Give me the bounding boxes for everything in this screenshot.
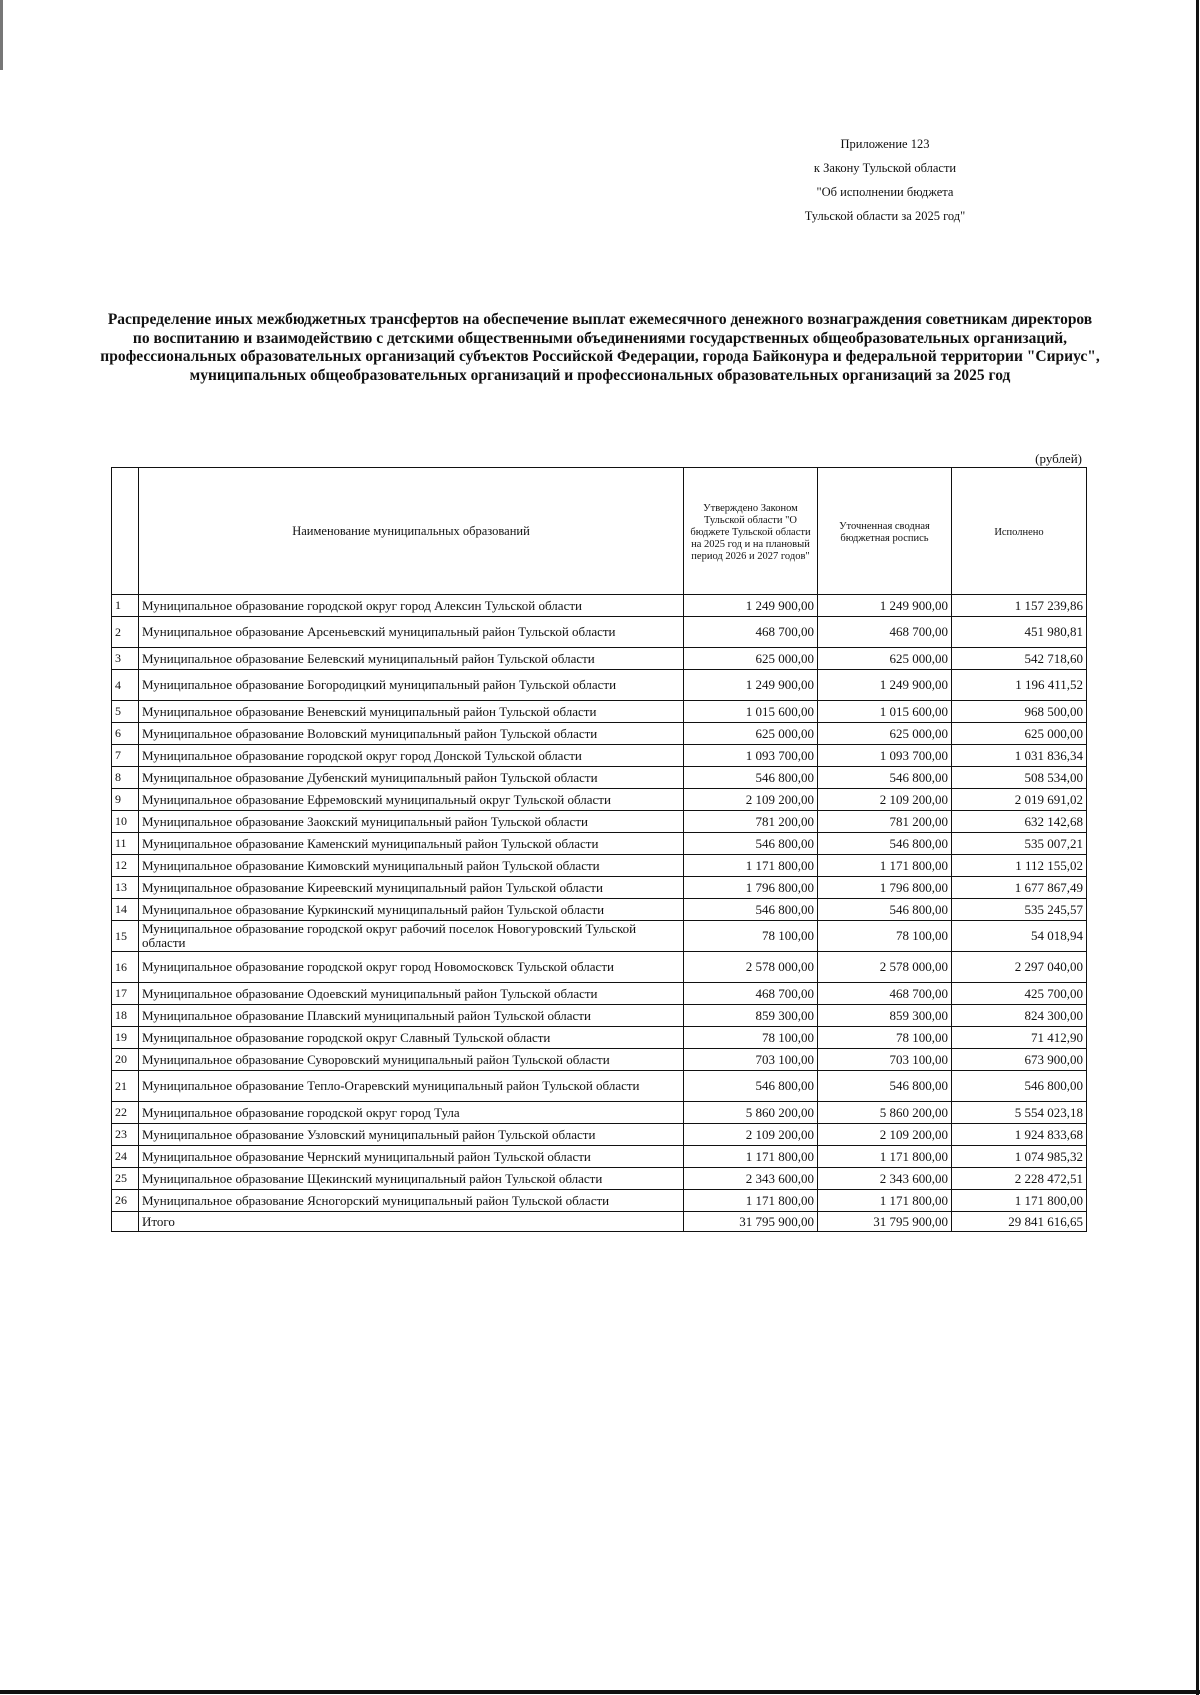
appendix-line-1: Приложение 123 [840, 137, 930, 151]
row-name: Муниципальное образование Щекинский муниципальный район Тульской области [139, 1168, 684, 1190]
row-executed: 625 000,00 [952, 723, 1087, 745]
table-row [112, 723, 1087, 745]
row-approved: 1 093 700,00 [684, 745, 818, 767]
row-name: Муниципальное образование городской округ город Новомосковск Тульской области [139, 952, 684, 983]
row-approved: 546 800,00 [684, 899, 818, 921]
table-row [112, 617, 1087, 648]
table-total-row [112, 1212, 1087, 1232]
row-revised: 2 109 200,00 [818, 1124, 952, 1146]
scan-edge-top-left [0, 0, 3, 70]
table-row [112, 1005, 1087, 1027]
row-number: 21 [112, 1071, 139, 1102]
row-name: Муниципальное образование Каменский муниципальный район Тульской области [139, 833, 684, 855]
row-number: 22 [112, 1102, 139, 1124]
row-executed: 1 112 155,02 [952, 855, 1087, 877]
appendix-block [750, 132, 1020, 228]
table-row [112, 701, 1087, 723]
row-executed: 632 142,68 [952, 811, 1087, 833]
row-revised: 2 109 200,00 [818, 789, 952, 811]
row-number: 11 [112, 833, 139, 855]
row-approved: 78 100,00 [684, 921, 818, 952]
row-number: 1 [112, 595, 139, 617]
table-row [112, 899, 1087, 921]
row-number: 4 [112, 670, 139, 701]
row-approved: 546 800,00 [684, 1071, 818, 1102]
row-name: Муниципальное образование Одоевский муниципальный район Тульской области [139, 983, 684, 1005]
row-number: 5 [112, 701, 139, 723]
row-approved: 468 700,00 [684, 983, 818, 1005]
table-row [112, 1124, 1087, 1146]
row-number: 23 [112, 1124, 139, 1146]
row-executed: 5 554 023,18 [952, 1102, 1087, 1124]
total-number [112, 1212, 139, 1232]
row-number: 9 [112, 789, 139, 811]
row-approved: 1 171 800,00 [684, 855, 818, 877]
row-name: Муниципальное образование городской округ город Алексин Тульской области [139, 595, 684, 617]
row-revised: 78 100,00 [818, 1027, 952, 1049]
row-revised: 781 200,00 [818, 811, 952, 833]
unit-label: (рублей) [1035, 451, 1082, 466]
row-number: 6 [112, 723, 139, 745]
row-number: 25 [112, 1168, 139, 1190]
table-row [112, 921, 1087, 952]
table-row [112, 1071, 1087, 1102]
table-row [112, 877, 1087, 899]
row-approved: 1 015 600,00 [684, 701, 818, 723]
row-executed: 425 700,00 [952, 983, 1087, 1005]
row-revised: 78 100,00 [818, 921, 952, 952]
row-number: 15 [112, 921, 139, 952]
row-revised: 546 800,00 [818, 1071, 952, 1102]
row-revised: 1 796 800,00 [818, 877, 952, 899]
table-row [112, 789, 1087, 811]
table-row [112, 767, 1087, 789]
table-row [112, 1190, 1087, 1212]
row-approved: 781 200,00 [684, 811, 818, 833]
table-row [112, 595, 1087, 617]
row-name: Муниципальное образование городской округ рабочий поселок Новогуровский Тульской области [139, 921, 684, 952]
appendix-line-4: Тульской области за 2025 год" [804, 209, 966, 223]
table-row [112, 648, 1087, 670]
row-revised: 703 100,00 [818, 1049, 952, 1071]
row-name: Муниципальное образование Воловский муниципальный район Тульской области [139, 723, 684, 745]
row-approved: 546 800,00 [684, 833, 818, 855]
row-executed: 1 074 985,32 [952, 1146, 1087, 1168]
total-label: Итого [139, 1212, 684, 1232]
row-approved: 5 860 200,00 [684, 1102, 818, 1124]
row-name: Муниципальное образование Дубенский муниципальный район Тульской области [139, 767, 684, 789]
scan-edge-right [1196, 0, 1199, 1695]
row-number: 20 [112, 1049, 139, 1071]
row-number: 19 [112, 1027, 139, 1049]
header-approved: Утверждено Законом Тульской области "О бюджете Тульской области на 2025 год и на плановый период 2026 и 2027 годов" [684, 468, 818, 595]
row-executed: 54 018,94 [952, 921, 1087, 952]
row-revised: 2 343 600,00 [818, 1168, 952, 1190]
row-name: Муниципальное образование Чернский муниципальный район Тульской области [139, 1146, 684, 1168]
row-revised: 5 860 200,00 [818, 1102, 952, 1124]
row-executed: 2 019 691,02 [952, 789, 1087, 811]
table-row [112, 811, 1087, 833]
row-approved: 625 000,00 [684, 648, 818, 670]
row-revised: 546 800,00 [818, 767, 952, 789]
row-approved: 859 300,00 [684, 1005, 818, 1027]
row-name: Муниципальное образование Суворовский муниципальный район Тульской области [139, 1049, 684, 1071]
row-executed: 1 031 836,34 [952, 745, 1087, 767]
row-revised: 625 000,00 [818, 648, 952, 670]
row-approved: 625 000,00 [684, 723, 818, 745]
row-executed: 824 300,00 [952, 1005, 1087, 1027]
row-revised: 1 171 800,00 [818, 1190, 952, 1212]
row-approved: 1 249 900,00 [684, 595, 818, 617]
row-name: Муниципальное образование Белевский муниципальный район Тульской области [139, 648, 684, 670]
row-executed: 546 800,00 [952, 1071, 1087, 1102]
row-name: Муниципальное образование городской округ город Донской Тульской области [139, 745, 684, 767]
row-executed: 1 924 833,68 [952, 1124, 1087, 1146]
total-approved: 31 795 900,00 [684, 1212, 818, 1232]
row-name: Муниципальное образование Тепло-Огаревский муниципальный район Тульской области [139, 1071, 684, 1102]
row-revised: 1 171 800,00 [818, 1146, 952, 1168]
table-row [112, 983, 1087, 1005]
row-executed: 535 245,57 [952, 899, 1087, 921]
row-name: Муниципальное образование Узловский муниципальный район Тульской области [139, 1124, 684, 1146]
row-revised: 1 015 600,00 [818, 701, 952, 723]
row-number: 3 [112, 648, 139, 670]
row-revised: 625 000,00 [818, 723, 952, 745]
row-revised: 859 300,00 [818, 1005, 952, 1027]
row-executed: 1 171 800,00 [952, 1190, 1087, 1212]
header-name: Наименование муниципальных образований [139, 468, 684, 595]
row-executed: 542 718,60 [952, 648, 1087, 670]
total-executed: 29 841 616,65 [952, 1212, 1087, 1232]
table-row [112, 833, 1087, 855]
row-revised: 2 578 000,00 [818, 952, 952, 983]
row-name: Муниципальное образование Заокский муниципальный район Тульской области [139, 811, 684, 833]
row-number: 14 [112, 899, 139, 921]
row-revised: 546 800,00 [818, 899, 952, 921]
row-name: Муниципальное образование Киреевский муниципальный район Тульской области [139, 877, 684, 899]
row-approved: 2 109 200,00 [684, 1124, 818, 1146]
table-row [112, 670, 1087, 701]
table-row [112, 1049, 1087, 1071]
table-row [112, 1102, 1087, 1124]
table-body [112, 595, 1087, 1212]
row-name: Муниципальное образование городской округ город Тула [139, 1102, 684, 1124]
row-executed: 1 157 239,86 [952, 595, 1087, 617]
row-executed: 1 196 411,52 [952, 670, 1087, 701]
header-revised: Уточненная сводная бюджетная роспись [818, 468, 952, 595]
row-number: 8 [112, 767, 139, 789]
row-approved: 2 343 600,00 [684, 1168, 818, 1190]
row-revised: 1 093 700,00 [818, 745, 952, 767]
row-number: 10 [112, 811, 139, 833]
row-executed: 2 297 040,00 [952, 952, 1087, 983]
table-row [112, 745, 1087, 767]
row-approved: 1 171 800,00 [684, 1190, 818, 1212]
row-approved: 2 578 000,00 [684, 952, 818, 983]
row-name: Муниципальное образование Кимовский муниципальный район Тульской области [139, 855, 684, 877]
distribution-table [111, 467, 1087, 1232]
row-name: Муниципальное образование Арсеньевский муниципальный район Тульской области [139, 617, 684, 648]
row-name: Муниципальное образование городской округ Славный Тульской области [139, 1027, 684, 1049]
scan-edge-bottom [0, 1690, 1200, 1694]
document-title: Распределение иных межбюджетных трансфертов на обеспечение выплат ежемесячного денежного вознаграждения советникам директоров по воспитанию и взаимодействию с детскими общественными объединениями государственных общеобразовательных организаций, профессиональных образовательных организаций субъектов Российской Федерации, города Байконура и федеральной территории "Сириус", муниципальных общеобразовательных организаций и профессиональных образовательных организаций за 2025 год [100, 311, 1100, 384]
row-approved: 703 100,00 [684, 1049, 818, 1071]
header-executed: Исполнено [952, 468, 1087, 595]
row-executed: 535 007,21 [952, 833, 1087, 855]
row-number: 16 [112, 952, 139, 983]
row-revised: 546 800,00 [818, 833, 952, 855]
table-row [112, 855, 1087, 877]
row-number: 12 [112, 855, 139, 877]
row-revised: 1 249 900,00 [818, 595, 952, 617]
row-executed: 1 677 867,49 [952, 877, 1087, 899]
row-name: Муниципальное образование Плавский муниципальный район Тульской области [139, 1005, 684, 1027]
row-executed: 508 534,00 [952, 767, 1087, 789]
row-approved: 2 109 200,00 [684, 789, 818, 811]
row-name: Муниципальное образование Богородицкий муниципальный район Тульской области [139, 670, 684, 701]
row-approved: 1 249 900,00 [684, 670, 818, 701]
total-revised: 31 795 900,00 [818, 1212, 952, 1232]
row-executed: 968 500,00 [952, 701, 1087, 723]
row-number: 26 [112, 1190, 139, 1212]
row-approved: 1 171 800,00 [684, 1146, 818, 1168]
row-executed: 451 980,81 [952, 617, 1087, 648]
table-header-row [112, 468, 1087, 595]
row-name: Муниципальное образование Ефремовский муниципальный округ Тульской области [139, 789, 684, 811]
table-row [112, 1027, 1087, 1049]
row-approved: 1 796 800,00 [684, 877, 818, 899]
appendix-line-3: "Об исполнении бюджета [816, 185, 954, 199]
row-revised: 1 249 900,00 [818, 670, 952, 701]
row-number: 2 [112, 617, 139, 648]
row-executed: 2 228 472,51 [952, 1168, 1087, 1190]
header-number [112, 468, 139, 595]
row-number: 7 [112, 745, 139, 767]
row-revised: 1 171 800,00 [818, 855, 952, 877]
row-number: 17 [112, 983, 139, 1005]
row-executed: 673 900,00 [952, 1049, 1087, 1071]
row-name: Муниципальное образование Ясногорский муниципальный район Тульской области [139, 1190, 684, 1212]
row-approved: 468 700,00 [684, 617, 818, 648]
row-name: Муниципальное образование Куркинский муниципальный район Тульской области [139, 899, 684, 921]
row-executed: 71 412,90 [952, 1027, 1087, 1049]
row-name: Муниципальное образование Веневский муниципальный район Тульской области [139, 701, 684, 723]
row-revised: 468 700,00 [818, 617, 952, 648]
table-row [112, 1146, 1087, 1168]
appendix-line-2: к Закону Тульской области [813, 161, 957, 175]
row-approved: 78 100,00 [684, 1027, 818, 1049]
row-number: 13 [112, 877, 139, 899]
row-revised: 468 700,00 [818, 983, 952, 1005]
row-number: 18 [112, 1005, 139, 1027]
row-approved: 546 800,00 [684, 767, 818, 789]
table-row [112, 952, 1087, 983]
row-number: 24 [112, 1146, 139, 1168]
table-row [112, 1168, 1087, 1190]
